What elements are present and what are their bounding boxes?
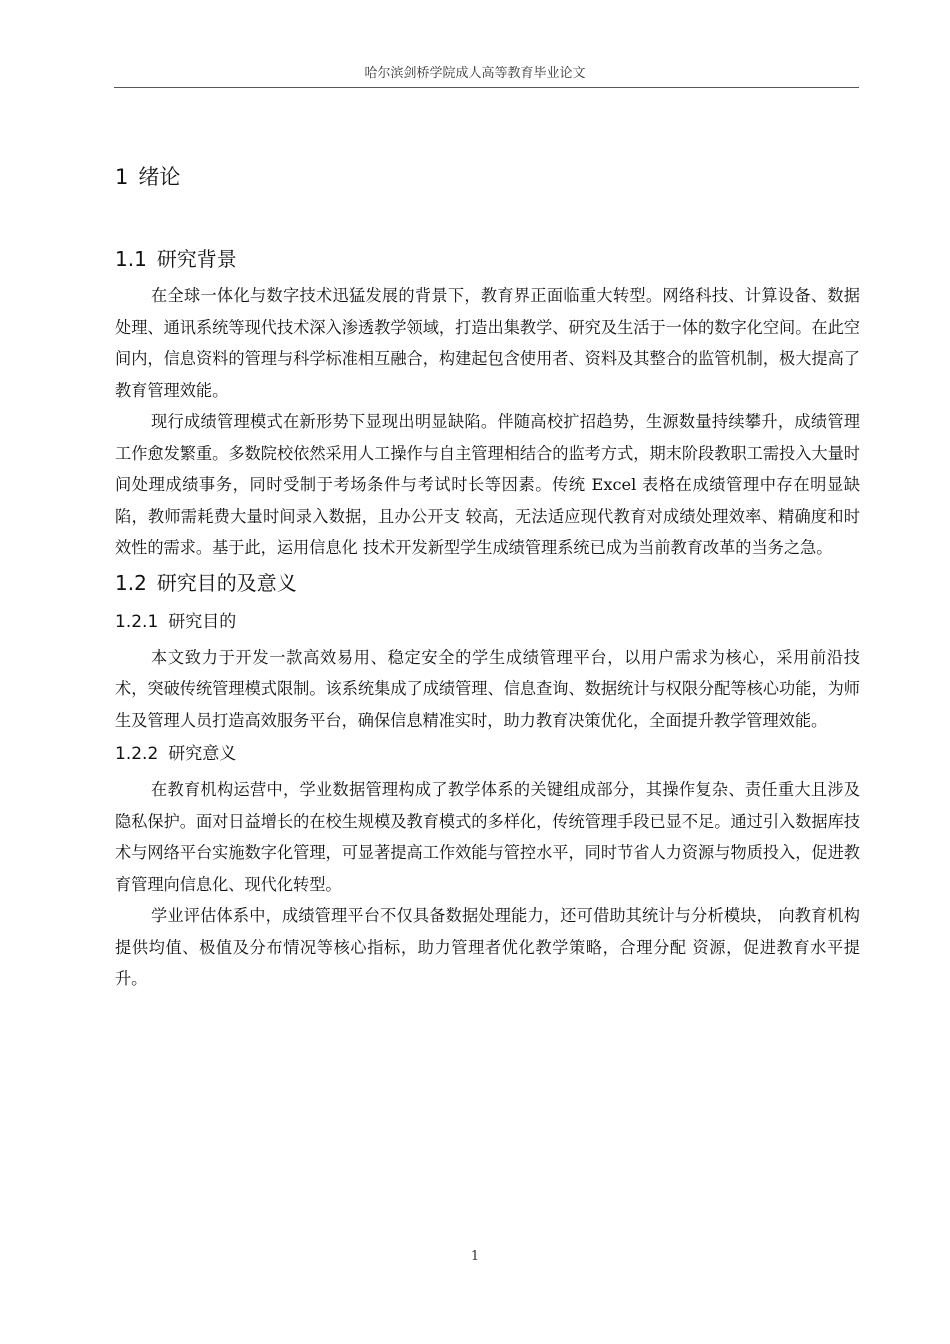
page-number: 1 (470, 1249, 480, 1264)
section-heading (115, 244, 860, 274)
section-heading (115, 568, 860, 598)
subsection-heading (115, 608, 860, 636)
chapter-title: 绪论 (138, 165, 181, 189)
header-divider (114, 87, 859, 88)
section-number: 1.1 (115, 247, 147, 271)
section-number: 1.2 (115, 570, 147, 595)
body-paragraph: 学业评估体系中，成绩管理平台不仅具备数据处理能力，还可借助其统计与分析模块， 向教育机构提供均值、极值及分布情况等核心指标，助力管理者优化教学策略，合理分配 资源，促进教育水平提升。 (115, 906, 860, 988)
subsection-number: 1.2.2 (115, 744, 159, 764)
body-paragraph: 本文致力于开发一款高效易用、稳定安全的学生成绩管理平台，以用户需求为核心，采用前沿技术，突破传统管理模式限制。该系统集成了成绩管理、信息查询、数据统计与权限分配等核心功能，为师生及管理人员打造高效服务平台，确保信息精准实时，助力教育决策优化，全面提升教学管理效能。 (115, 647, 860, 730)
subsection-heading (115, 740, 860, 768)
body-paragraph: 现行成绩管理模式在新形势下显现出明显缺陷。伴随高校扩招趋势，生源数量持续攀升，成绩管理工作愈发繁重。多数院校依然采用人工操作与自主管理相结合的监考方式，期末阶段教职工需投入大量时间处理成绩事务，同时受制于考场条件与考试时长等因素。传统 Excel 表格在成绩管理中存在明显缺陷，教师需耗费大量时间录入数据，且办公开支 较高，无法适应现代教育对成绩处理效率、精确度和时效性的需求。基于此，运用信息化 技术开发新型学生成绩管理系统已成为当前教育改革的当务之急。 (115, 412, 860, 557)
subsection-number: 1.2.1 (115, 611, 159, 632)
body-paragraph: 在教育机构运营中，学业数据管理构成了教学体系的关键组成部分，其操作复杂、责任重大且涉及隐私保护。面对日益增长的在校生规模及教育模式的多样化，传统管理手段已显不足。通过引入数据库技术与网络平台实施数字化管理，可显著提高工作效能与管控水平，同时节省人力资源与物质投入，促进教育管理向信息化、现代化转型。 (115, 780, 860, 894)
section-title: 研究目的及意义 (156, 570, 297, 595)
page-body (115, 162, 860, 995)
subsection-title: 研究目的 (168, 611, 237, 632)
running-header: 哈尔滨剑桥学院成人高等教育毕业论文 (364, 66, 586, 81)
section-title: 研究背景 (156, 247, 237, 271)
chapter-number: 1 (115, 165, 129, 189)
body-paragraph: 在全球一体化与数字技术迅猛发展的背景下，教育界正面临重大转型。网络科技、计算设备、数据处理、通讯系统等现代技术深入渗透教学领域，打造出集教学、研究及生活于一体的数字化空间。在此空间内，信息资料的管理与科学标准相互融合，构建起包含使用者、资料及其整合的监管机制，极大提高了教育管理效能。 (115, 286, 860, 400)
chapter-heading (115, 162, 860, 192)
subsection-title: 研究意义 (168, 744, 237, 764)
